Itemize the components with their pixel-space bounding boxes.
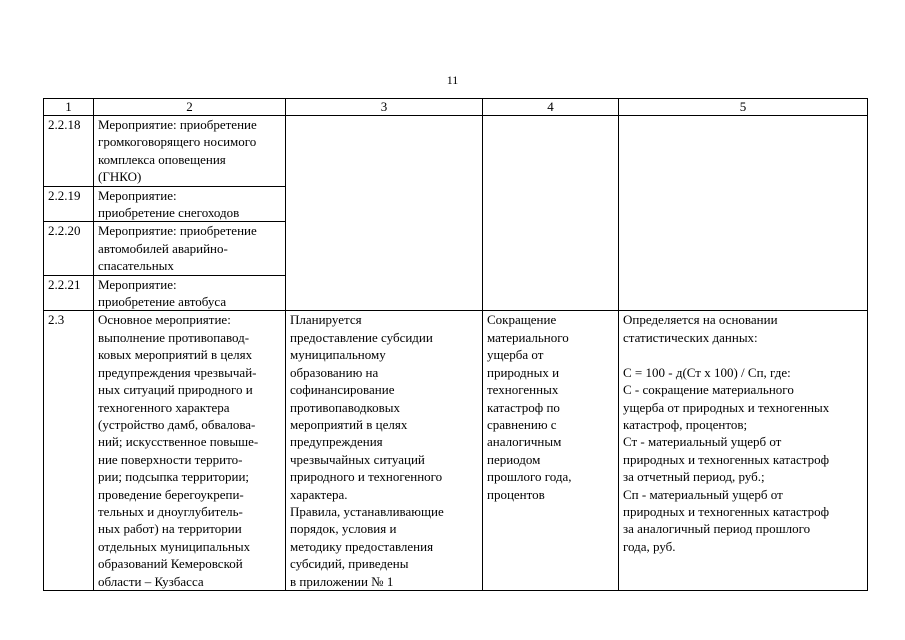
row-number: 2.2.18 bbox=[44, 116, 94, 187]
page-number: 11 bbox=[446, 73, 459, 87]
row-description: Мероприятие: приобретение громкоговорящего носимого комплекса оповещения (ГНКО) bbox=[94, 116, 286, 187]
row-description: Мероприятие: приобретение автобуса bbox=[94, 275, 286, 311]
header-col-3: 3 bbox=[286, 99, 483, 116]
empty-merged-cell-col3 bbox=[286, 116, 483, 311]
header-col-5: 5 bbox=[619, 99, 868, 116]
table-row bbox=[44, 116, 868, 187]
header-col-1: 1 bbox=[44, 99, 94, 116]
table-row bbox=[44, 311, 868, 591]
row-calculation: Определяется на основании статистических данных: С = 100 - д(Ст х 100) / Сп, где: С - сокращение материального ущерба от природных и техногенных катастроф, процентов; Ст - материальный ущерб от природных и техногенных катастроф за отчетный период, руб.; Сп - материальный ущерб от природных и техногенных катастроф за аналогичный период прошлого года, руб. bbox=[619, 311, 868, 591]
row-description: Основное мероприятие: выполнение противопавод- ковых мероприятий в целях предупреждения чрезвычай- ных ситуаций природного и техногенного характера (устройство дамб, обвалова- ний; искусственное повыше- ние поверхности террито- рии; подсыпка территории; проведение берегоукрепи- тельных и дноуглубитель- ных работ) на территории отдельных муниципальных образований Кемеровской области – Кузбасса bbox=[94, 311, 286, 591]
row-description: Мероприятие: приобретение автомобилей аварийно- спасательных bbox=[94, 222, 286, 275]
empty-merged-cell-col4 bbox=[483, 116, 619, 311]
row-description: Мероприятие: приобретение снегоходов bbox=[94, 186, 286, 222]
row-indicator: Сокращение материального ущерба от природных и техногенных катастроф по сравнению с аналогичным периодом прошлого года, процентов bbox=[483, 311, 619, 591]
indicators-table bbox=[43, 98, 868, 591]
row-number: 2.2.19 bbox=[44, 186, 94, 222]
row-number: 2.2.21 bbox=[44, 275, 94, 311]
row-number: 2.3 bbox=[44, 311, 94, 591]
header-col-2: 2 bbox=[94, 99, 286, 116]
empty-merged-cell-col5 bbox=[619, 116, 868, 311]
row-mechanism: Планируется предоставление субсидии муниципальному образованию на софинансирование противопаводковых мероприятий в целях предупреждения чрезвычайных ситуаций природного и техногенного характера. Правила, устанавливающие порядок, условия и методику предоставления субсидий, приведены в приложении № 1 bbox=[286, 311, 483, 591]
header-col-4: 4 bbox=[483, 99, 619, 116]
header-row bbox=[44, 99, 868, 116]
row-number: 2.2.20 bbox=[44, 222, 94, 275]
